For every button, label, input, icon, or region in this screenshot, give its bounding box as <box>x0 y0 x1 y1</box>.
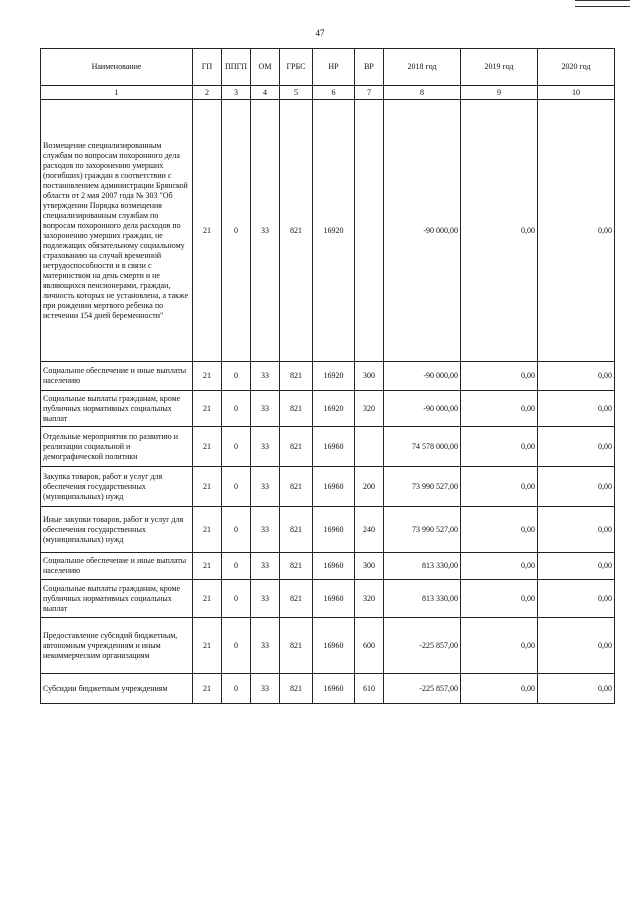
cell-nr: 16960 <box>313 467 355 507</box>
cell-nr: 16960 <box>313 553 355 580</box>
column-number: 8 <box>384 86 461 100</box>
cell-om: 33 <box>251 674 280 704</box>
cell-2020: 0,00 <box>538 391 615 427</box>
cell-2019: 0,00 <box>461 553 538 580</box>
row-name: Социальное обеспечение и иные выплаты населению <box>41 362 193 391</box>
cell-ppgp: 0 <box>222 391 251 427</box>
table-row <box>41 100 615 362</box>
budget-table <box>40 48 615 704</box>
cell-vr: 320 <box>355 580 384 618</box>
cell-2018: 73 990 527,00 <box>384 467 461 507</box>
table-row <box>41 580 615 618</box>
cell-2019: 0,00 <box>461 467 538 507</box>
column-number: 10 <box>538 86 615 100</box>
cell-2019: 0,00 <box>461 427 538 467</box>
table-row <box>41 427 615 467</box>
cell-vr: 200 <box>355 467 384 507</box>
cell-om: 33 <box>251 553 280 580</box>
row-name: Субсидии бюджетным учреждениям <box>41 674 193 704</box>
cell-2020: 0,00 <box>538 618 615 674</box>
cell-gp: 21 <box>193 100 222 362</box>
column-number: 6 <box>313 86 355 100</box>
cell-gp: 21 <box>193 391 222 427</box>
cell-2018: -90 000,00 <box>384 362 461 391</box>
cell-gp: 21 <box>193 427 222 467</box>
table-row <box>41 391 615 427</box>
table-row <box>41 362 615 391</box>
cell-2019: 0,00 <box>461 618 538 674</box>
cell-vr: 610 <box>355 674 384 704</box>
row-name: Социальные выплаты гражданам, кроме публичных нормативных социальных выплат <box>41 580 193 618</box>
scan-corner-mark <box>575 0 630 7</box>
cell-2018: 73 990 527,00 <box>384 507 461 553</box>
cell-2019: 0,00 <box>461 391 538 427</box>
cell-nr: 16960 <box>313 427 355 467</box>
cell-gp: 21 <box>193 507 222 553</box>
cell-gp: 21 <box>193 674 222 704</box>
cell-2019: 0,00 <box>461 100 538 362</box>
cell-2020: 0,00 <box>538 553 615 580</box>
cell-grbs: 821 <box>280 674 313 704</box>
cell-grbs: 821 <box>280 427 313 467</box>
row-name: Закупка товаров, работ и услуг для обеспечения государственных (муниципальных) нужд <box>41 467 193 507</box>
table-row <box>41 674 615 704</box>
cell-ppgp: 0 <box>222 362 251 391</box>
column-number: 9 <box>461 86 538 100</box>
cell-2020: 0,00 <box>538 427 615 467</box>
column-header: ППГП <box>222 49 251 86</box>
cell-nr: 16920 <box>313 391 355 427</box>
column-header: 2018 год <box>384 49 461 86</box>
cell-nr: 16960 <box>313 507 355 553</box>
column-header: Наименование <box>41 49 193 86</box>
cell-nr: 16960 <box>313 618 355 674</box>
row-name: Социальные выплаты гражданам, кроме публичных нормативных социальных выплат <box>41 391 193 427</box>
cell-gp: 21 <box>193 618 222 674</box>
cell-gp: 21 <box>193 580 222 618</box>
column-header: ОМ <box>251 49 280 86</box>
page-number: 47 <box>315 28 325 38</box>
cell-2020: 0,00 <box>538 362 615 391</box>
cell-2019: 0,00 <box>461 362 538 391</box>
row-name: Возмещение специализированным службам по вопросам похоронного дела расходов по захоронению умерших (погибших) граждан в соответствии с постановлением администрации Брянской области от 2 мая 2007 года № 303 "Об утверждении Порядка возмещения специализированным службам по вопросам похоронного дела расходов по захоронению умерших граждан, не подлежащих обязательному социальному страхованию на случай временной нетрудоспособности и в связи с материнством на день смерти и не являющихся пенсионерами, граждан, личность которых не установлена, а также при рождении мертвого ребенка по истечении 154 дней беременности" <box>41 100 193 362</box>
cell-nr: 16960 <box>313 580 355 618</box>
cell-2018: 813 330,00 <box>384 553 461 580</box>
row-name: Социальное обеспечение и иные выплаты населению <box>41 553 193 580</box>
cell-nr: 16920 <box>313 362 355 391</box>
cell-2018: 74 578 000,00 <box>384 427 461 467</box>
cell-ppgp: 0 <box>222 674 251 704</box>
cell-ppgp: 0 <box>222 553 251 580</box>
column-number: 2 <box>193 86 222 100</box>
cell-2018: -225 857,00 <box>384 674 461 704</box>
cell-ppgp: 0 <box>222 467 251 507</box>
cell-om: 33 <box>251 467 280 507</box>
cell-gp: 21 <box>193 362 222 391</box>
cell-om: 33 <box>251 362 280 391</box>
cell-2020: 0,00 <box>538 100 615 362</box>
cell-grbs: 821 <box>280 618 313 674</box>
header-row <box>41 49 615 86</box>
column-number: 7 <box>355 86 384 100</box>
column-header: НР <box>313 49 355 86</box>
cell-om: 33 <box>251 100 280 362</box>
row-name: Предоставление субсидий бюджетным, автономным учреждениям и иным некоммерческим организациям <box>41 618 193 674</box>
cell-2020: 0,00 <box>538 507 615 553</box>
cell-nr: 16920 <box>313 100 355 362</box>
cell-nr: 16960 <box>313 674 355 704</box>
column-number: 5 <box>280 86 313 100</box>
cell-2020: 0,00 <box>538 580 615 618</box>
cell-vr: 300 <box>355 553 384 580</box>
column-header: 2020 год <box>538 49 615 86</box>
cell-ppgp: 0 <box>222 580 251 618</box>
cell-gp: 21 <box>193 553 222 580</box>
cell-2019: 0,00 <box>461 507 538 553</box>
cell-2018: -90 000,00 <box>384 100 461 362</box>
table-row <box>41 507 615 553</box>
cell-vr: 320 <box>355 391 384 427</box>
column-number: 1 <box>41 86 193 100</box>
cell-grbs: 821 <box>280 100 313 362</box>
cell-grbs: 821 <box>280 391 313 427</box>
cell-om: 33 <box>251 618 280 674</box>
cell-grbs: 821 <box>280 467 313 507</box>
cell-2019: 0,00 <box>461 580 538 618</box>
cell-om: 33 <box>251 391 280 427</box>
cell-2019: 0,00 <box>461 674 538 704</box>
cell-ppgp: 0 <box>222 618 251 674</box>
cell-vr: 240 <box>355 507 384 553</box>
column-header: ВР <box>355 49 384 86</box>
column-header: ГРБС <box>280 49 313 86</box>
row-name: Иные закупки товаров, работ и услуг для обеспечения государственных (муниципальных) нужд <box>41 507 193 553</box>
cell-gp: 21 <box>193 467 222 507</box>
table-row <box>41 618 615 674</box>
column-number: 3 <box>222 86 251 100</box>
table-row <box>41 467 615 507</box>
cell-2018: 813 330,00 <box>384 580 461 618</box>
cell-grbs: 821 <box>280 507 313 553</box>
cell-grbs: 821 <box>280 362 313 391</box>
cell-vr: 600 <box>355 618 384 674</box>
cell-vr: 300 <box>355 362 384 391</box>
cell-ppgp: 0 <box>222 100 251 362</box>
column-number: 4 <box>251 86 280 100</box>
column-header: 2019 год <box>461 49 538 86</box>
cell-om: 33 <box>251 507 280 553</box>
cell-2020: 0,00 <box>538 467 615 507</box>
row-name: Отдельные мероприятия по развитию и реализации социальной и демографической политики <box>41 427 193 467</box>
cell-grbs: 821 <box>280 553 313 580</box>
column-header: ГП <box>193 49 222 86</box>
cell-ppgp: 0 <box>222 507 251 553</box>
cell-2018: -225 857,00 <box>384 618 461 674</box>
cell-ppgp: 0 <box>222 427 251 467</box>
cell-grbs: 821 <box>280 580 313 618</box>
cell-vr <box>355 100 384 362</box>
table-row <box>41 553 615 580</box>
column-number-row <box>41 86 615 100</box>
cell-2018: -90 000,00 <box>384 391 461 427</box>
cell-2020: 0,00 <box>538 674 615 704</box>
cell-om: 33 <box>251 580 280 618</box>
cell-vr <box>355 427 384 467</box>
cell-om: 33 <box>251 427 280 467</box>
